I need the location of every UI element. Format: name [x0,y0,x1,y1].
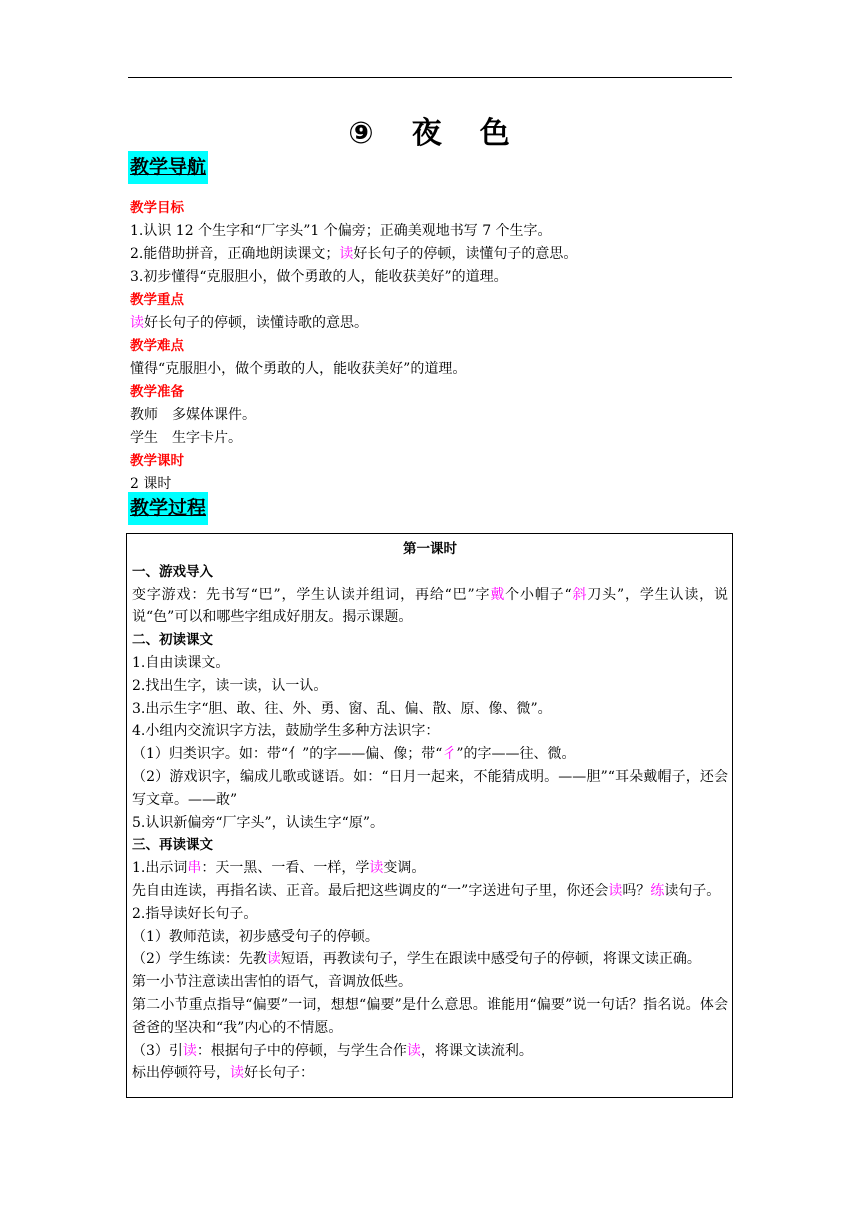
goal-2: 2.能借助拼音，正确地朗读课文；读好长句子的停顿，读懂句子的意思。 [130,246,578,262]
section-2-item-5: 5.认识新偏旁“厂字头”，认读生字“原”。 [132,814,384,831]
section-3-last-line: 标出停顿符号，读好长句子： [132,1065,314,1082]
section-2-item-4: 4.小组内交流识字方法，鼓励学生多种方法识字： [132,723,440,740]
difficulty: 懂得“克服胆小，做个勇敢的人，能收获美好”的道理。 [130,361,467,377]
section-2-item-2: 2.找出生字，读一读，认一认。 [132,677,328,694]
teaching-nav-section [130,197,730,496]
difficulty-heading: 教学难点 [130,338,184,354]
section-3-note-2: 第二小节重点指导“偏要”一词，想想“偏要”是什么意思。谁能用“偏要”说一句话？指名说。体会爸爸的坚决和“我”内心的不情愿。 [132,996,728,1036]
section-3-item-2-3: （3）引读：根据句子中的停顿，与学生合作读，将课文读流利。 [132,1042,533,1059]
preparation-heading: 教学准备 [130,384,184,400]
goal-1: 1.认识 12 个生字和“厂字头”1 个偏旁；正确美观地书写 7 个生字。 [130,223,552,239]
goals-heading: 教学目标 [130,200,184,216]
hours: 2 课时 [130,476,172,492]
lesson-caption: 第一课时 [403,541,457,557]
section-2-item-4-2: （2）游戏识字，编成儿歌或谜语。如：“日月一起来，不能猜成明。——胆”“耳朵戴帽子，还会写文章。——敢” [132,768,728,808]
banner-teaching-nav: 教学导航 [128,151,208,184]
prep-student: 学生 生字卡片。 [130,430,242,446]
section-3-heading: 三、再读课文 [132,837,213,854]
key-points-heading: 教学重点 [130,292,184,308]
page-title [0,108,860,152]
section-3-item-2: 2.指导读好长句子。 [132,905,258,922]
section-2-item-3: 3.出示生字“胆、敢、往、外、勇、窗、乱、偏、散、原、像、微”。 [132,700,552,717]
goal-3: 3.初步懂得“克服胆小，做个勇敢的人，能收获美好”的道理。 [130,269,508,285]
section-2-item-4-1: （1）归类识字。如：带“亻”的字——偏、像；带“彳”的字——往、微。 [132,746,576,763]
section-3-item-2-2: （2）学生练读：先教读短语，再教读句子，学生在跟读中感受句子的停顿，将课文读正确。 [132,951,701,968]
header-rule [128,77,732,78]
key-points: 读好长句子的停顿，读懂诗歌的意思。 [130,315,368,331]
section-3-note-1: 第一小节注意读出害怕的语气，音调放低些。 [132,974,412,991]
section-2-item-1: 1.自由读课文。 [132,654,230,671]
lesson-plan-box [126,533,733,1098]
section-2-heading: 二、初读课文 [132,632,213,649]
banner-teaching-process: 教学过程 [128,492,208,525]
section-3-paragraph: 先自由连读，再指名读、正音。最后把这些调皮的“一”字送进句子里，你还会读吗？练读句子。 [132,882,721,899]
section-3-item-1: 1.出示词串：天一黑、一看、一样，学读变调。 [132,860,426,877]
section-1-heading: 一、游戏导入 [132,563,213,580]
section-3-item-2-1: （1）教师范读，初步感受句子的停顿。 [132,928,379,945]
hours-heading: 教学课时 [130,453,184,469]
section-1-text: 变字游戏：先书写“巴”，学生认读并组词，再给“巴”字戴个小帽子“斜刀头”，学生认读，说说“色”可以和哪些字组成好朋友。揭示课题。 [132,586,728,626]
title-char-2: 色 [479,116,512,151]
title-number: ⑨ [348,116,376,151]
title-char-1: 夜 [411,116,444,151]
prep-teacher: 教师 多媒体课件。 [130,407,256,423]
